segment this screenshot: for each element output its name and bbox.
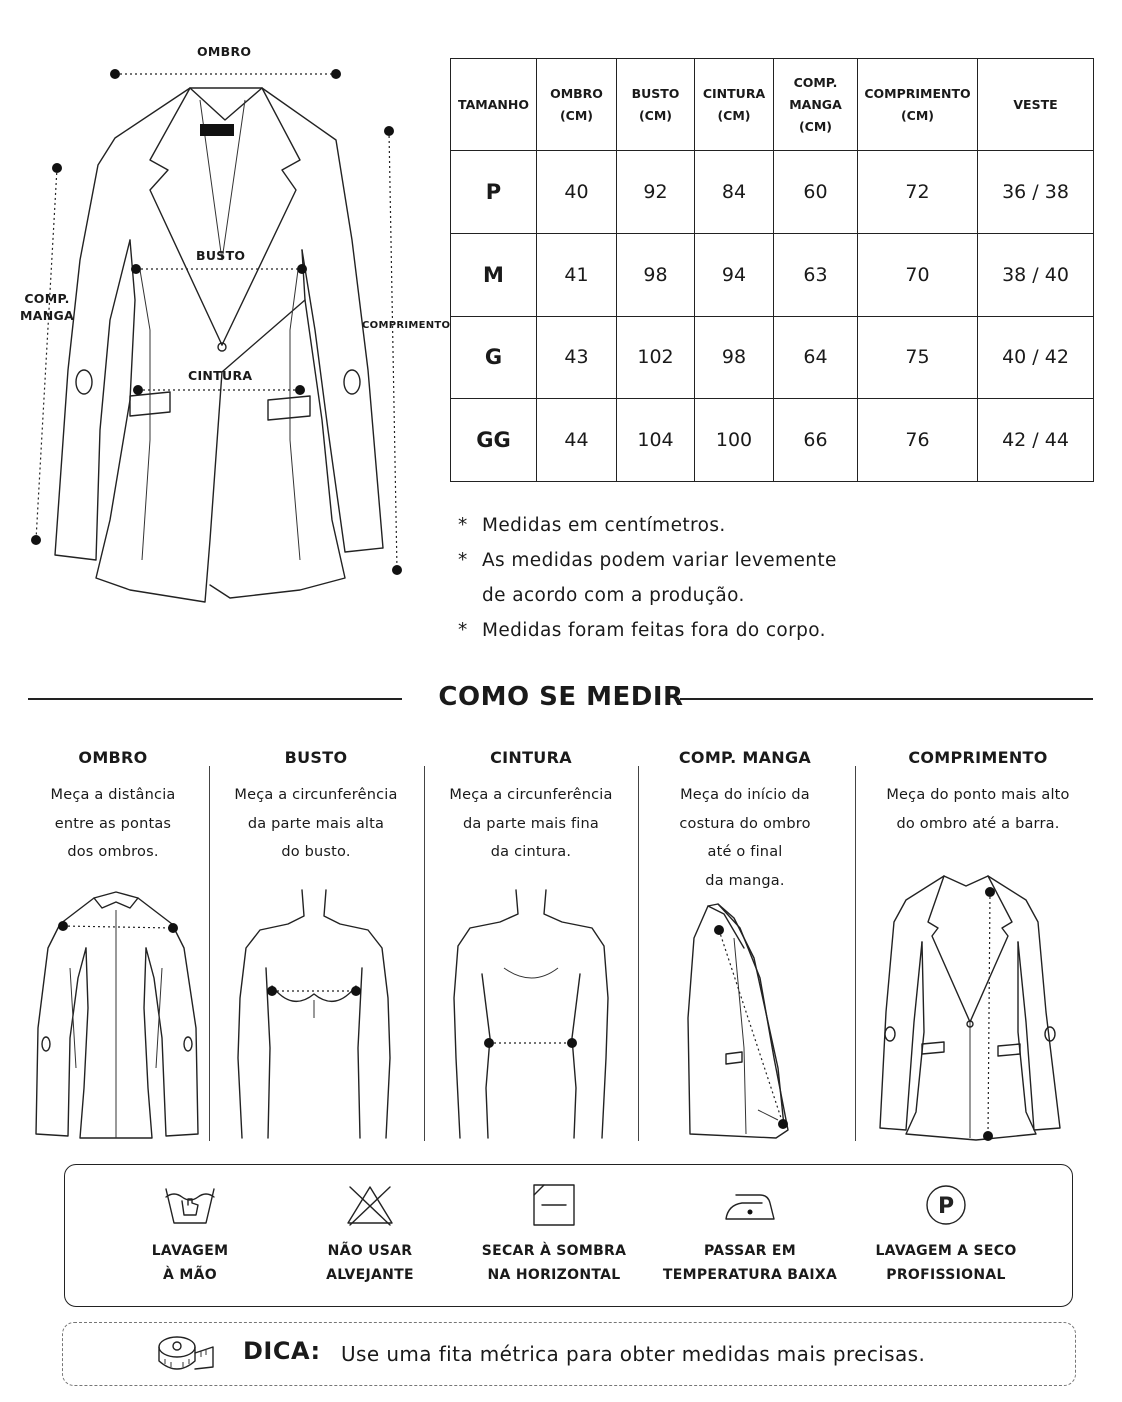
column-divider [855, 766, 856, 1141]
table-cell: 92 [617, 151, 695, 234]
dry-flat-shade-icon [526, 1183, 582, 1227]
note-text: Medidas foram feitas fora do corpo. [482, 620, 826, 641]
care-label-line1: LAVAGEM [151, 1243, 229, 1259]
comp-manga-illustration [684, 898, 794, 1142]
label-comp-manga-line1: COMP. [24, 291, 70, 306]
care-item-dry-flat-shade [459, 1165, 649, 1287]
tip-text: Use uma fita métrica para obter medidas mais precisas. [341, 1342, 926, 1366]
table-cell: 63 [774, 233, 858, 316]
care-label-line1: SECAR À SOMBRA [481, 1243, 627, 1259]
care-label-line2: À MÃO [163, 1267, 217, 1283]
howto-comp-manga [642, 748, 848, 895]
label-comp-manga [20, 290, 74, 324]
size-cell: P [451, 151, 537, 234]
label-busto: BUSTO [196, 248, 246, 263]
care-label-line2: TEMPERATURA BAIXA [662, 1267, 838, 1283]
table-row [451, 233, 1094, 316]
care-item-hand-wash [95, 1165, 285, 1287]
howto-title: OMBRO [78, 748, 148, 767]
table-cell: 104 [617, 399, 695, 482]
note-text: Medidas em centímetros. [482, 515, 726, 536]
table-cell: 42 / 44 [978, 399, 1094, 482]
table-row [451, 399, 1094, 482]
table-cell: 40 / 42 [978, 316, 1094, 399]
dry-clean-p-icon [918, 1183, 974, 1227]
label-cintura: CINTURA [188, 368, 253, 383]
howto-title: BUSTO [284, 748, 348, 767]
howto-desc: Meça do ponto mais alto do ombro até a barra. [886, 787, 1070, 832]
howto-busto [216, 748, 416, 867]
care-instructions-box [64, 1164, 1073, 1307]
table-cell: 102 [617, 316, 695, 399]
table-cell: 38 / 40 [978, 233, 1094, 316]
note-text: As medidas podem variar levemente [482, 550, 837, 571]
table-row [451, 151, 1094, 234]
header-comp-manga: COMP. MANGA (CM) [774, 59, 858, 151]
size-cell: G [451, 316, 537, 399]
column-divider [424, 766, 425, 1141]
howto-desc: Meça do início da costura do ombro até o final da manga. [679, 787, 811, 889]
care-label-line1: LAVAGEM A SECO [875, 1243, 1017, 1259]
care-label-line1: NÃO USAR [327, 1243, 413, 1259]
table-cell: 75 [858, 316, 978, 399]
tip-title: DICA: [243, 1337, 321, 1365]
care-item-iron-low [655, 1165, 845, 1287]
header-tamanho: TAMANHO [451, 59, 537, 151]
table-cell: 43 [537, 316, 617, 399]
care-label-line2: NA HORIZONTAL [487, 1267, 621, 1283]
care-label-line1: PASSAR EM [703, 1243, 797, 1259]
column-divider [638, 766, 639, 1141]
care-label-line2: ALVEJANTE [326, 1267, 414, 1283]
table-cell: 40 [537, 151, 617, 234]
label-comp-manga-line2: MANGA [20, 308, 75, 323]
measurement-notes [458, 508, 837, 648]
size-cell: GG [451, 399, 537, 482]
note-item [458, 508, 837, 543]
table-cell: 84 [695, 151, 774, 234]
tip-box [62, 1322, 1076, 1386]
table-cell: 44 [537, 399, 617, 482]
howto-desc: Meça a circunferência da parte mais fina da cintura. [449, 787, 613, 860]
howto-cintura [430, 748, 632, 867]
header-busto: BUSTO (CM) [617, 59, 695, 151]
care-item-dry-clean [851, 1165, 1041, 1287]
cintura-illustration [446, 888, 616, 1142]
howto-desc: Meça a distância entre as pontas dos ombros. [50, 787, 176, 860]
busto-illustration [232, 888, 396, 1142]
howto-title: CINTURA [490, 748, 572, 767]
table-cell: 66 [774, 399, 858, 482]
note-bullet: * [458, 550, 468, 571]
howto-comprimento [862, 748, 1094, 838]
how-to-measure-title: COMO SE MEDIR [438, 682, 684, 712]
tape-measure-icon [155, 1331, 217, 1377]
howto-desc: Meça a circunferência da parte mais alta do busto. [234, 787, 398, 860]
label-ombro: OMBRO [197, 44, 252, 59]
table-cell: 41 [537, 233, 617, 316]
table-cell: 70 [858, 233, 978, 316]
table-cell: 100 [695, 399, 774, 482]
table-cell: 94 [695, 233, 774, 316]
hand-wash-icon [162, 1183, 218, 1227]
header-comprimento: COMPRIMENTO (CM) [858, 59, 978, 151]
iron-low-icon [722, 1183, 778, 1227]
table-cell: 60 [774, 151, 858, 234]
header-ombro: OMBRO (CM) [537, 59, 617, 151]
dry-clean-letter: P [937, 1194, 955, 1219]
table-cell: 98 [695, 316, 774, 399]
howto-title: COMP. MANGA [678, 748, 812, 767]
note-item [458, 613, 837, 648]
howto-ombro [18, 748, 208, 867]
note-item [458, 543, 837, 578]
table-cell: 36 / 38 [978, 151, 1094, 234]
care-item-no-bleach [275, 1165, 465, 1287]
table-cell: 72 [858, 151, 978, 234]
table-cell: 76 [858, 399, 978, 482]
comprimento-illustration [876, 872, 1066, 1142]
ombro-illustration [30, 888, 202, 1142]
howto-title: COMPRIMENTO [908, 748, 1048, 767]
note-bullet: * [458, 515, 468, 536]
note-bullet: * [458, 620, 468, 641]
label-comprimento: COMPRIMENTO [362, 320, 451, 331]
table-cell: 64 [774, 316, 858, 399]
no-bleach-icon [342, 1183, 398, 1227]
header-cintura: CINTURA (CM) [695, 59, 774, 151]
note-text-continued: de acordo com a produção. [482, 585, 745, 606]
column-divider [209, 766, 210, 1141]
care-label-line2: PROFISSIONAL [886, 1267, 1006, 1283]
table-row [451, 316, 1094, 399]
size-cell: M [451, 233, 537, 316]
header-veste: VESTE [978, 59, 1094, 151]
size-table [450, 58, 1094, 482]
table-cell: 98 [617, 233, 695, 316]
table-header-row [451, 59, 1094, 151]
